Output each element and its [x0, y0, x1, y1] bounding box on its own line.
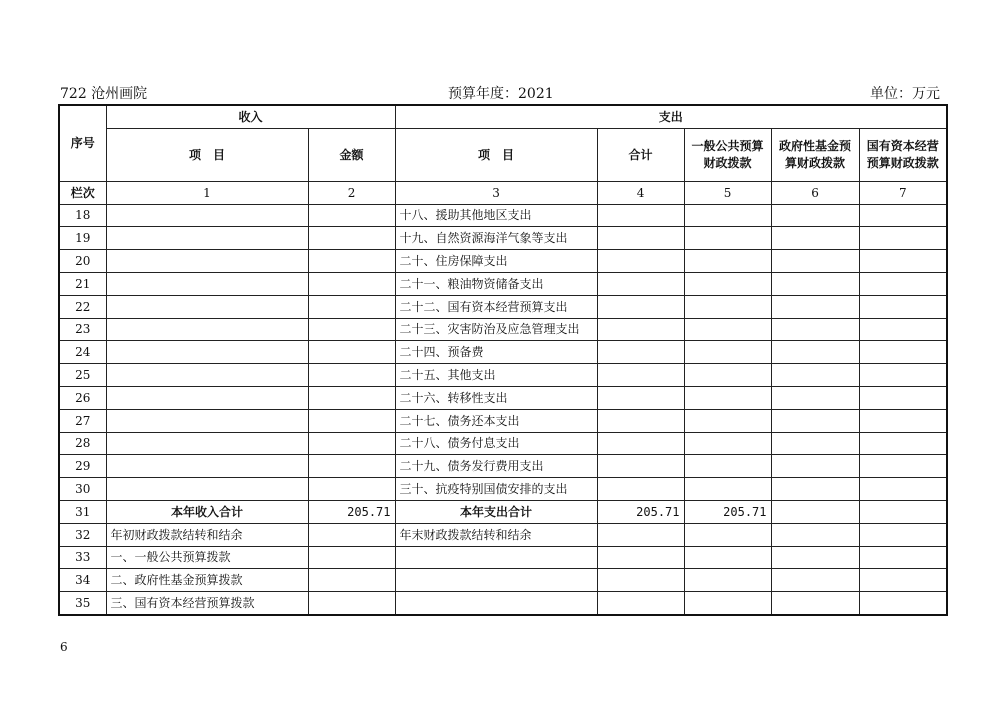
document-header — [58, 84, 942, 104]
general-budget-amount — [684, 569, 771, 592]
gov-fund-amount — [771, 227, 859, 250]
state-capital-amount — [859, 364, 947, 387]
gov-fund-amount — [771, 432, 859, 455]
general-budget-amount — [684, 455, 771, 478]
col-state-capital: 国有资本经营预算财政拨款 — [859, 128, 947, 181]
income-item — [106, 318, 308, 341]
index-cell: 2 — [308, 181, 395, 204]
table-row — [59, 455, 947, 478]
income-item: 三、国有资本经营预算拨款 — [106, 592, 308, 615]
table-body — [59, 204, 947, 615]
general-budget-amount — [684, 592, 771, 615]
expense-total — [597, 364, 684, 387]
row-seq: 29 — [59, 455, 106, 478]
expense-total — [597, 592, 684, 615]
col-expense-group: 支出 — [395, 105, 947, 128]
row-seq: 35 — [59, 592, 106, 615]
table-row — [59, 592, 947, 615]
expense-total — [597, 227, 684, 250]
income-amount — [308, 592, 395, 615]
income-amount — [308, 227, 395, 250]
income-item — [106, 364, 308, 387]
row-seq: 33 — [59, 546, 106, 569]
row-seq: 25 — [59, 364, 106, 387]
row-seq: 30 — [59, 478, 106, 501]
budget-year: 预算年度：2021 — [448, 86, 554, 102]
state-capital-amount — [859, 569, 947, 592]
state-capital-amount — [859, 204, 947, 227]
row-seq: 26 — [59, 386, 106, 409]
state-capital-amount — [859, 432, 947, 455]
general-budget-amount — [684, 272, 771, 295]
table-row — [59, 341, 947, 364]
income-amount — [308, 546, 395, 569]
gov-fund-amount — [771, 500, 859, 523]
general-budget-amount — [684, 364, 771, 387]
gov-fund-amount — [771, 341, 859, 364]
table-row — [59, 364, 947, 387]
expense-item: 二十三、灾害防治及应急管理支出 — [395, 318, 597, 341]
expense-item: 年末财政拨款结转和结余 — [395, 523, 597, 546]
col-gov-fund: 政府性基金预算财政拨款 — [771, 128, 859, 181]
index-cell: 4 — [597, 181, 684, 204]
gov-fund-amount — [771, 455, 859, 478]
state-capital-amount — [859, 592, 947, 615]
header-row-bottom — [59, 128, 947, 181]
state-capital-amount — [859, 227, 947, 250]
row-seq: 28 — [59, 432, 106, 455]
index-cell: 栏次 — [59, 181, 106, 204]
gov-fund-amount — [771, 546, 859, 569]
table-row — [59, 386, 947, 409]
col-general-budget: 一般公共预算财政拨款 — [684, 128, 771, 181]
col-total: 合计 — [597, 128, 684, 181]
row-seq: 18 — [59, 204, 106, 227]
row-seq: 32 — [59, 523, 106, 546]
income-item — [106, 478, 308, 501]
income-amount — [308, 250, 395, 273]
income-amount — [308, 569, 395, 592]
expense-total — [597, 478, 684, 501]
row-seq: 34 — [59, 569, 106, 592]
expense-item: 二十一、粮油物资储备支出 — [395, 272, 597, 295]
general-budget-amount: 205.71 — [684, 500, 771, 523]
income-item — [106, 386, 308, 409]
table-row — [59, 409, 947, 432]
expense-item: 十九、自然资源海洋气象等支出 — [395, 227, 597, 250]
expense-total — [597, 386, 684, 409]
gov-fund-amount — [771, 204, 859, 227]
income-item: 年初财政拨款结转和结余 — [106, 523, 308, 546]
state-capital-amount — [859, 546, 947, 569]
gov-fund-amount — [771, 272, 859, 295]
page-number: 6 — [60, 640, 68, 654]
row-seq: 20 — [59, 250, 106, 273]
expense-item: 二十二、国有资本经营预算支出 — [395, 295, 597, 318]
income-amount — [308, 478, 395, 501]
expense-total — [597, 318, 684, 341]
row-seq: 31 — [59, 500, 106, 523]
income-amount — [308, 523, 395, 546]
gov-fund-amount — [771, 592, 859, 615]
col-income-amount: 金额 — [308, 128, 395, 181]
state-capital-amount — [859, 409, 947, 432]
gov-fund-amount — [771, 250, 859, 273]
income-amount: 205.71 — [308, 500, 395, 523]
index-cell: 7 — [859, 181, 947, 204]
table-row — [59, 500, 947, 523]
row-seq: 22 — [59, 295, 106, 318]
general-budget-amount — [684, 204, 771, 227]
expense-total — [597, 455, 684, 478]
row-seq: 24 — [59, 341, 106, 364]
expense-total — [597, 272, 684, 295]
gov-fund-amount — [771, 409, 859, 432]
index-row — [59, 181, 947, 204]
expense-item: 本年支出合计 — [395, 500, 597, 523]
income-amount — [308, 409, 395, 432]
index-cell: 6 — [771, 181, 859, 204]
income-amount — [308, 455, 395, 478]
general-budget-amount — [684, 295, 771, 318]
income-amount — [308, 341, 395, 364]
header-row-top — [59, 105, 947, 128]
general-budget-amount — [684, 250, 771, 273]
state-capital-amount — [859, 341, 947, 364]
general-budget-amount — [684, 318, 771, 341]
expense-total — [597, 523, 684, 546]
table-row — [59, 204, 947, 227]
income-item — [106, 250, 308, 273]
general-budget-amount — [684, 523, 771, 546]
state-capital-amount — [859, 295, 947, 318]
income-amount — [308, 432, 395, 455]
income-item: 一、一般公共预算拨款 — [106, 546, 308, 569]
income-amount — [308, 386, 395, 409]
expense-total: 205.71 — [597, 500, 684, 523]
general-budget-amount — [684, 546, 771, 569]
table-row — [59, 523, 947, 546]
state-capital-amount — [859, 523, 947, 546]
general-budget-amount — [684, 227, 771, 250]
row-seq: 21 — [59, 272, 106, 295]
expense-item — [395, 592, 597, 615]
expense-item — [395, 569, 597, 592]
state-capital-amount — [859, 272, 947, 295]
expense-item: 二十五、其他支出 — [395, 364, 597, 387]
state-capital-amount — [859, 386, 947, 409]
row-seq: 19 — [59, 227, 106, 250]
expense-item: 十八、援助其他地区支出 — [395, 204, 597, 227]
expense-total — [597, 546, 684, 569]
expense-total — [597, 569, 684, 592]
income-amount — [308, 272, 395, 295]
table-row — [59, 295, 947, 318]
gov-fund-amount — [771, 478, 859, 501]
expense-total — [597, 341, 684, 364]
table-row — [59, 432, 947, 455]
index-cell: 5 — [684, 181, 771, 204]
col-seq: 序号 — [59, 105, 106, 181]
table-row — [59, 272, 947, 295]
col-income-item: 项 目 — [106, 128, 308, 181]
state-capital-amount — [859, 500, 947, 523]
table-row — [59, 318, 947, 341]
expense-total — [597, 432, 684, 455]
expense-total — [597, 295, 684, 318]
income-item — [106, 341, 308, 364]
income-item: 二、政府性基金预算拨款 — [106, 569, 308, 592]
general-budget-amount — [684, 341, 771, 364]
row-seq: 23 — [59, 318, 106, 341]
table-row — [59, 546, 947, 569]
expense-item: 二十九、债务发行费用支出 — [395, 455, 597, 478]
income-item — [106, 272, 308, 295]
gov-fund-amount — [771, 318, 859, 341]
gov-fund-amount — [771, 523, 859, 546]
table-row — [59, 569, 947, 592]
income-item — [106, 295, 308, 318]
unit-name: 722 沧州画院 — [60, 86, 148, 102]
income-amount — [308, 204, 395, 227]
expense-item: 三十、抗疫特别国债安排的支出 — [395, 478, 597, 501]
expense-total — [597, 250, 684, 273]
income-amount — [308, 295, 395, 318]
income-item — [106, 455, 308, 478]
index-cell: 3 — [395, 181, 597, 204]
general-budget-amount — [684, 478, 771, 501]
expense-item — [395, 546, 597, 569]
state-capital-amount — [859, 455, 947, 478]
table-row — [59, 250, 947, 273]
budget-table — [58, 104, 948, 616]
table-row — [59, 227, 947, 250]
income-amount — [308, 318, 395, 341]
col-income-group: 收入 — [106, 105, 395, 128]
income-item: 本年收入合计 — [106, 500, 308, 523]
expense-item: 二十六、转移性支出 — [395, 386, 597, 409]
expense-total — [597, 204, 684, 227]
general-budget-amount — [684, 386, 771, 409]
state-capital-amount — [859, 318, 947, 341]
general-budget-amount — [684, 409, 771, 432]
general-budget-amount — [684, 432, 771, 455]
table-row — [59, 478, 947, 501]
expense-item: 二十、住房保障支出 — [395, 250, 597, 273]
income-item — [106, 409, 308, 432]
state-capital-amount — [859, 478, 947, 501]
gov-fund-amount — [771, 569, 859, 592]
col-expense-item: 项 目 — [395, 128, 597, 181]
index-cell: 1 — [106, 181, 308, 204]
state-capital-amount — [859, 250, 947, 273]
currency-unit: 单位：万元 — [870, 86, 940, 102]
expense-item: 二十七、债务还本支出 — [395, 409, 597, 432]
gov-fund-amount — [771, 295, 859, 318]
income-amount — [308, 364, 395, 387]
income-item — [106, 204, 308, 227]
income-item — [106, 432, 308, 455]
expense-item: 二十八、债务付息支出 — [395, 432, 597, 455]
expense-item: 二十四、预备费 — [395, 341, 597, 364]
row-seq: 27 — [59, 409, 106, 432]
gov-fund-amount — [771, 364, 859, 387]
income-item — [106, 227, 308, 250]
expense-total — [597, 409, 684, 432]
gov-fund-amount — [771, 386, 859, 409]
